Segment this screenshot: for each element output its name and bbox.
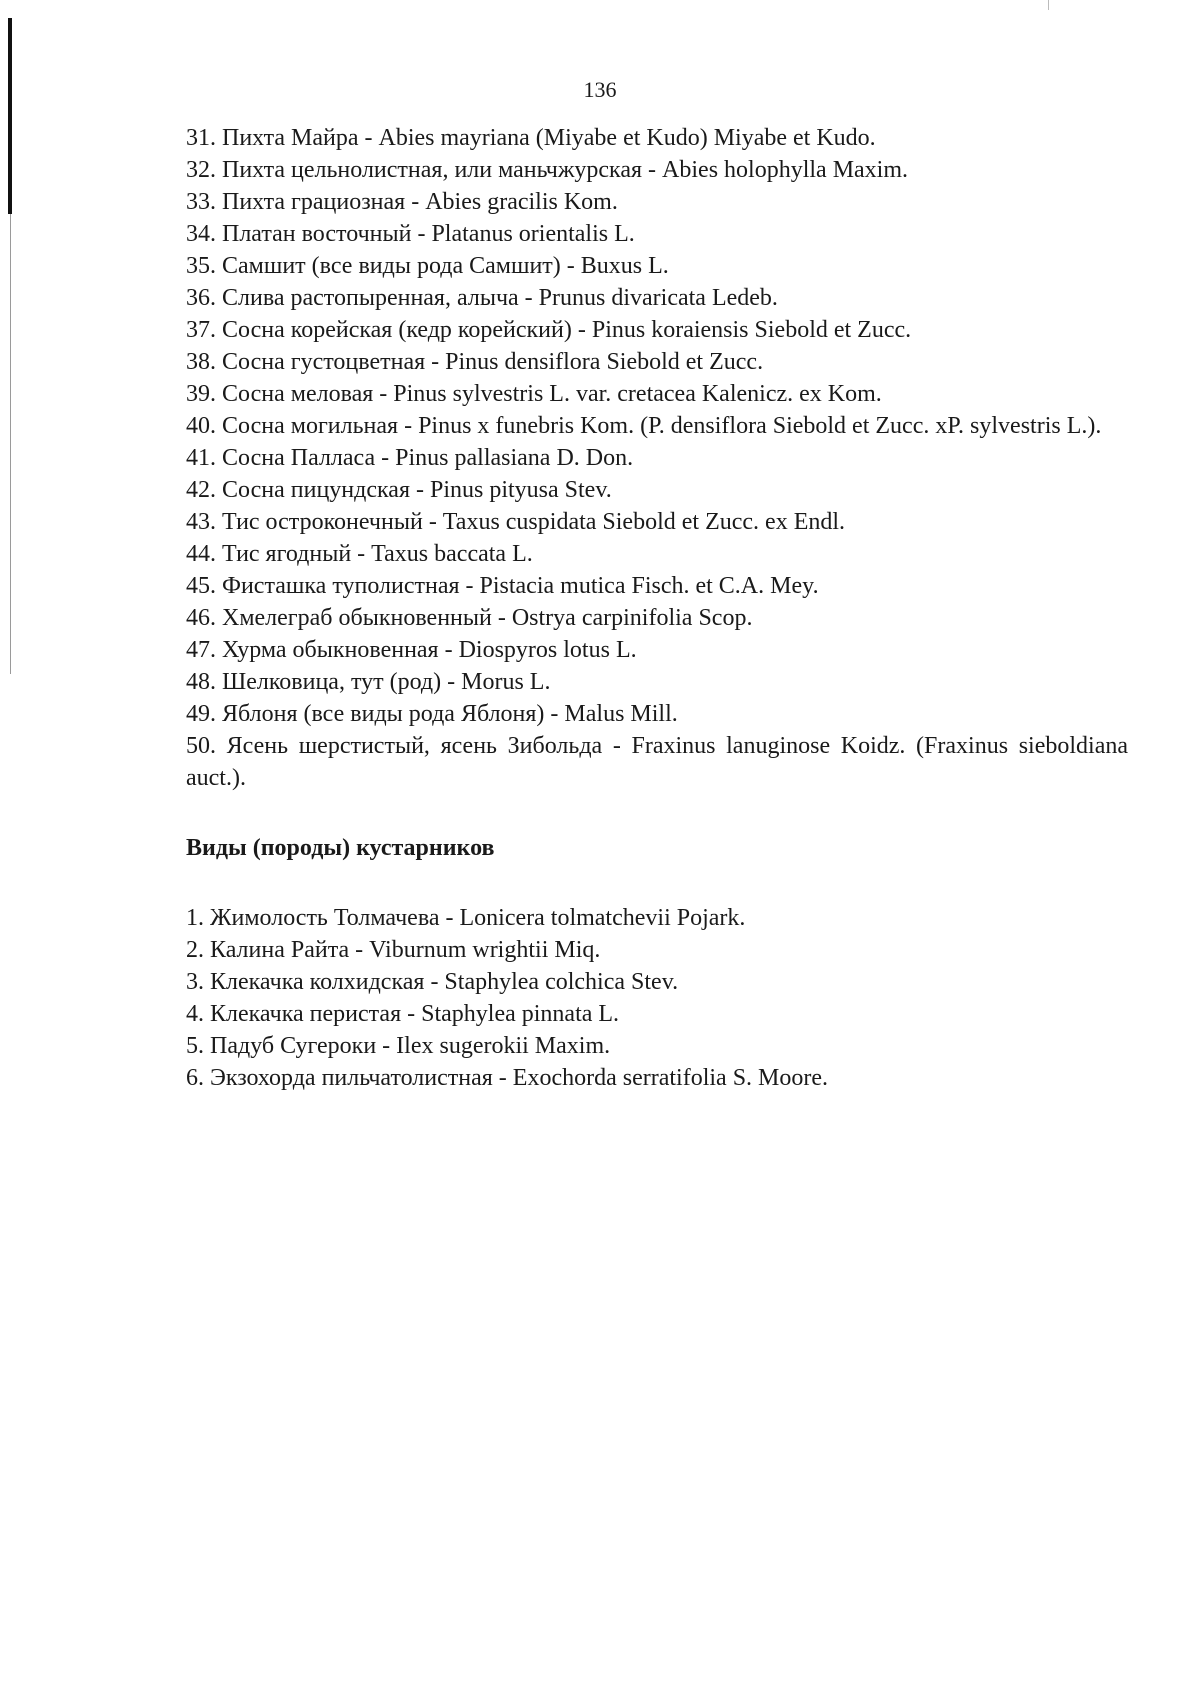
list-item: 42. Сосна пицундская - Pinus pityusa Stev. — [186, 477, 612, 503]
list-item: 31. Пихта Майра - Abies mayriana (Miyabe et Kudo) Miyabe et Kudo. — [186, 125, 876, 151]
list-item: 38. Сосна густоцветная - Pinus densiflora Siebold et Zucc. — [186, 349, 764, 375]
list-item: 33. Пихта грациозная - Abies gracilis Kom. — [186, 189, 618, 215]
section-heading: Виды (породы) кустарников — [186, 835, 495, 861]
list-item: 43. Тис остроконечный - Taxus cuspidata Siebold et Zucc. ex Endl. — [186, 509, 846, 535]
shrub-species-list — [186, 902, 1128, 1094]
list-item: 46. Хмелеграб обыкновенный - Ostrya carpinifolia Scop. — [186, 605, 753, 631]
list-item: 1. Жимолость Толмачева - Lonicera tolmatchevii Pojark. — [186, 905, 746, 931]
list-item: 47. Хурма обыкновенная - Diospyros lotus L. — [186, 637, 637, 663]
list-item: 34. Платан восточный - Platanus orientalis L. — [186, 221, 635, 247]
list-item: 32. Пихта цельнолистная, или маньчжурская - Abies holophylla Maxim. — [186, 157, 909, 183]
scan-top-mark — [1048, 0, 1049, 10]
list-item: 39. Сосна меловая - Pinus sylvestris L. var. cretacea Kalenicz. ex Kom. — [186, 381, 882, 407]
list-item: 40. Сосна могильная - Pinus x funebris Kom. (P. densiflora Siebold et Zucc. xP. sylvestris L.). — [186, 413, 1102, 439]
list-item: 37. Сосна корейская (кедр корейский) - Pinus koraiensis Siebold et Zucc. — [186, 317, 912, 343]
list-item: 6. Экзохорда пильчатолистная - Exochorda serratifolia S. Moore. — [186, 1065, 829, 1091]
list-item: 49. Яблоня (все виды рода Яблоня) - Malus Mill. — [186, 701, 678, 727]
list-item: 5. Падуб Сугероки - Ilex sugerokii Maxim. — [186, 1033, 611, 1059]
tree-species-list — [186, 122, 1128, 794]
list-item: 50. Ясень шерстистый, ясень Зибольда - Fraxinus lanuginose Koidz. (Fraxinus sieboldiana auct.). — [186, 733, 1128, 791]
list-item: 41. Сосна Палласа - Pinus pallasiana D. Don. — [186, 445, 634, 471]
list-item: 45. Фисташка туполистная - Pistacia mutica Fisch. et C.A. Mey. — [186, 573, 819, 599]
list-item: 35. Самшит (все виды рода Самшит) - Buxus L. — [186, 253, 669, 279]
scan-border-mark — [8, 18, 12, 214]
list-item: 36. Слива растопыренная, алыча - Prunus divaricata Ledeb. — [186, 285, 778, 311]
list-item: 44. Тис ягодный - Taxus baccata L. — [186, 541, 533, 567]
document-body — [186, 122, 1128, 1094]
list-item: 4. Клекачка перистая - Staphylea pinnata L. — [186, 1001, 620, 1027]
list-item: 2. Калина Райта - Viburnum wrightii Miq. — [186, 937, 601, 963]
list-item: 48. Шелковица, тут (род) - Morus L. — [186, 669, 551, 695]
list-item: 3. Клекачка колхидская - Staphylea colchica Stev. — [186, 969, 679, 995]
page-number: 136 — [583, 77, 617, 102]
scan-border-line — [10, 214, 11, 674]
